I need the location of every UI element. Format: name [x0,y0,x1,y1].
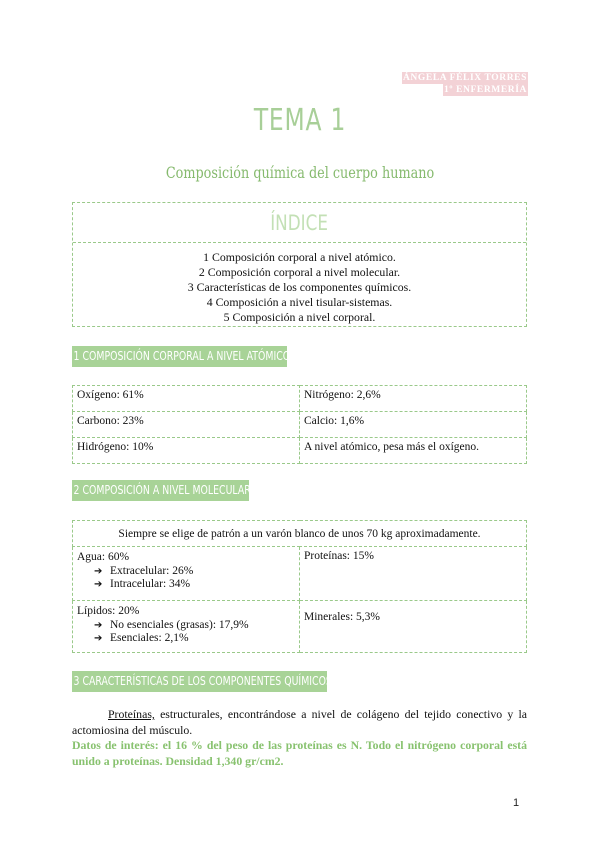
section-heading-3: 3 CARACTERÍSTICAS DE LOS COMPONENTES QUÍMICOS [72,671,327,692]
table-cell: Hidrógeno: 10% [73,438,300,464]
table-row [73,521,527,547]
index-item: 4 Composición a nivel tisular-sistemas. [206,295,393,310]
page-number: 1 [513,797,520,809]
table-row [73,412,527,438]
proteins-paragraph [72,707,527,738]
atomic-table [72,385,527,464]
table-cell: Calcio: 1,6% [300,412,527,438]
arrow-right-icon: ➔ [94,633,103,644]
table-cell: Oxígeno: 61% [73,386,300,412]
page-subtitle: Composición química del cuerpo humano [165,163,435,182]
index-list [73,243,526,325]
table-cell-proteins: Proteínas: 15% [300,547,527,601]
table-cell-water [73,547,300,601]
list-item: ➔ Extracelular: 26% [94,565,194,577]
author-course: 1º ENFERMERÍA [444,85,527,95]
page-title: TEMA 1 [253,103,347,138]
arrow-right-icon: ➔ [94,579,103,590]
table-row [73,601,527,653]
author-name: ÁNGELA FÉLIX TORRES [402,73,527,83]
table-cell-minerals: Minerales: 5,3% [300,601,527,653]
table-row [73,547,527,601]
list-item: ➔ Intracelular: 34% [94,578,191,590]
index-item: 1 Composición corporal a nivel atómico. [203,250,396,264]
index-item: 5 Composición a nivel corporal. [223,310,376,325]
arrow-right-icon: ➔ [94,620,103,631]
index-heading: ÍNDICE [73,203,526,243]
table-cell-intro: Siempre se elige de patrón a un varón blanco de unos 70 kg aproximadamente. [73,521,527,547]
section-heading-2: 2 COMPOSICIÓN A NIVEL MOLECULAR [72,480,249,501]
index-item: 2 Composición corporal a nivel molecular. [198,265,401,280]
lipids-label: Lípidos: 20% [77,605,140,617]
water-label: Agua: 60% [77,551,130,563]
table-row [73,438,527,464]
table-row [73,386,527,412]
table-cell: Nitrógeno: 2,6% [300,386,527,412]
interest-note: Datos de interés: el 16 % del peso de las proteínas es N. Todo el nitrógeno corporal está unido a proteínas. Densidad 1,340 gr/cm2. [72,738,527,768]
list-item: ➔ No esenciales (grasas): 17,9% [94,619,249,631]
index-box [72,202,527,327]
list-item: ➔ Esenciales: 2,1% [94,632,189,644]
table-cell-lipids [73,601,300,653]
proteins-text: estructurales, encontrándose a nivel de colágeno del tejido conectivo y la actomiosina del músculo. [72,707,527,737]
section-heading-1: 1 COMPOSICIÓN CORPORAL A NIVEL ATÓMICO [72,346,287,367]
arrow-right-icon: ➔ [94,566,103,577]
table-cell: A nivel atómico, pesa más el oxígeno. [300,438,527,464]
index-item: 3 Características de los componentes químicos. [187,280,412,295]
molecular-table [72,520,527,653]
table-cell: Carbono: 23% [73,412,300,438]
proteins-term: Proteínas, [108,707,155,721]
author-block [402,72,528,96]
